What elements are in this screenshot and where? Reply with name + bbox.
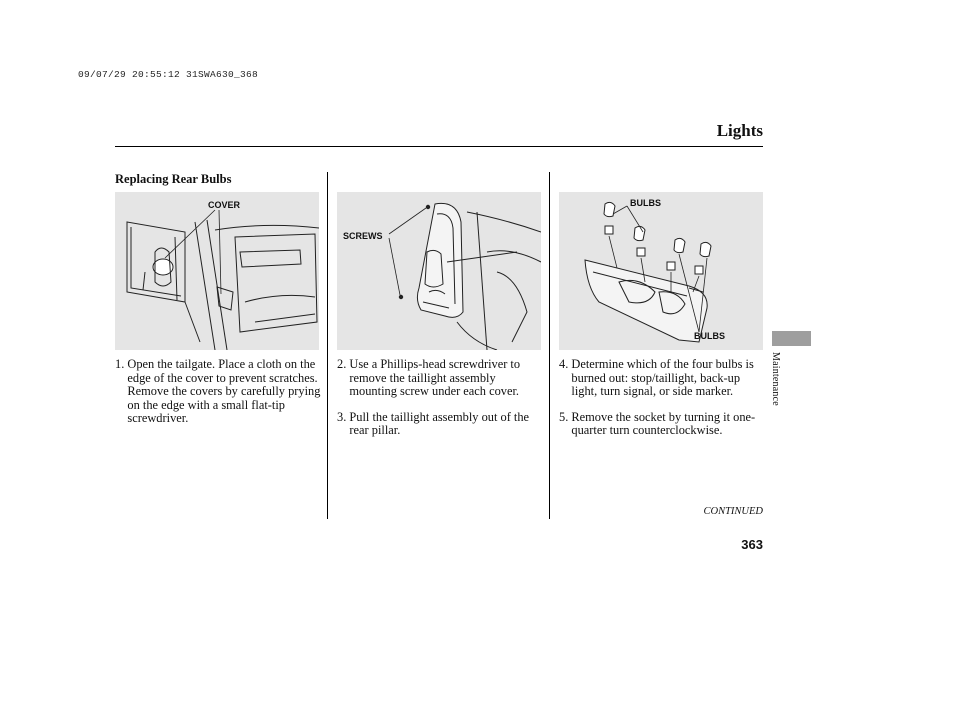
step-4	[559, 358, 766, 399]
callout-cover: COVER	[208, 200, 241, 210]
step-1	[115, 358, 321, 426]
section-heading: Replacing Rear Bulbs	[115, 172, 232, 186]
cover-illustration	[115, 192, 319, 350]
step-number: 5.	[559, 409, 569, 424]
title-rule	[115, 146, 763, 147]
step-text: Use a Phillips-head screwdriver to remove the taillight assembly mounting screw under each cover.	[349, 357, 521, 398]
step-text: Determine which of the four bulbs is burned out: stop/taillight, back-up light, turn signal, or side marker.	[571, 357, 754, 398]
callout-screws: SCREWS	[343, 231, 383, 241]
step-number: 3.	[337, 409, 347, 424]
step-text: Remove the socket by turning it one-quarter turn counterclockwise.	[571, 409, 756, 437]
figure-cover-removal	[115, 192, 319, 350]
step-3	[337, 411, 543, 438]
column-2-text	[337, 358, 543, 438]
column-1-text	[115, 358, 321, 426]
step-number: 1.	[115, 357, 125, 371]
page-number: 363	[741, 537, 763, 552]
figure-bulbs	[559, 192, 763, 350]
figure-screws	[337, 192, 541, 350]
continued-label: CONTINUED	[703, 506, 763, 517]
step-2	[337, 358, 543, 399]
taillight-screws-illustration	[337, 192, 541, 350]
callout-bulbs-top: BULBS	[630, 198, 661, 208]
callout-bulbs-bottom: BULBS	[694, 331, 725, 341]
step-number: 2.	[337, 357, 347, 371]
step-text: Pull the taillight assembly out of the rear pillar.	[349, 409, 530, 437]
column-divider-2	[549, 172, 550, 519]
section-tab	[772, 331, 811, 346]
column-divider-1	[327, 172, 328, 519]
column-3-text	[559, 358, 766, 438]
print-stamp: 09/07/29 20:55:12 31SWA630_368	[78, 69, 259, 80]
side-tab-label: Maintenance	[770, 352, 781, 406]
step-5	[559, 411, 766, 438]
section-title: Lights	[716, 121, 763, 140]
step-number: 4.	[559, 357, 569, 371]
step-text: Open the tailgate. Place a cloth on the edge of the cover to prevent scratches. Remove the covers by carefully prying on the edge with a small flat-tip screwdriver.	[127, 357, 321, 425]
bulbs-sockets-illustration	[559, 192, 763, 350]
